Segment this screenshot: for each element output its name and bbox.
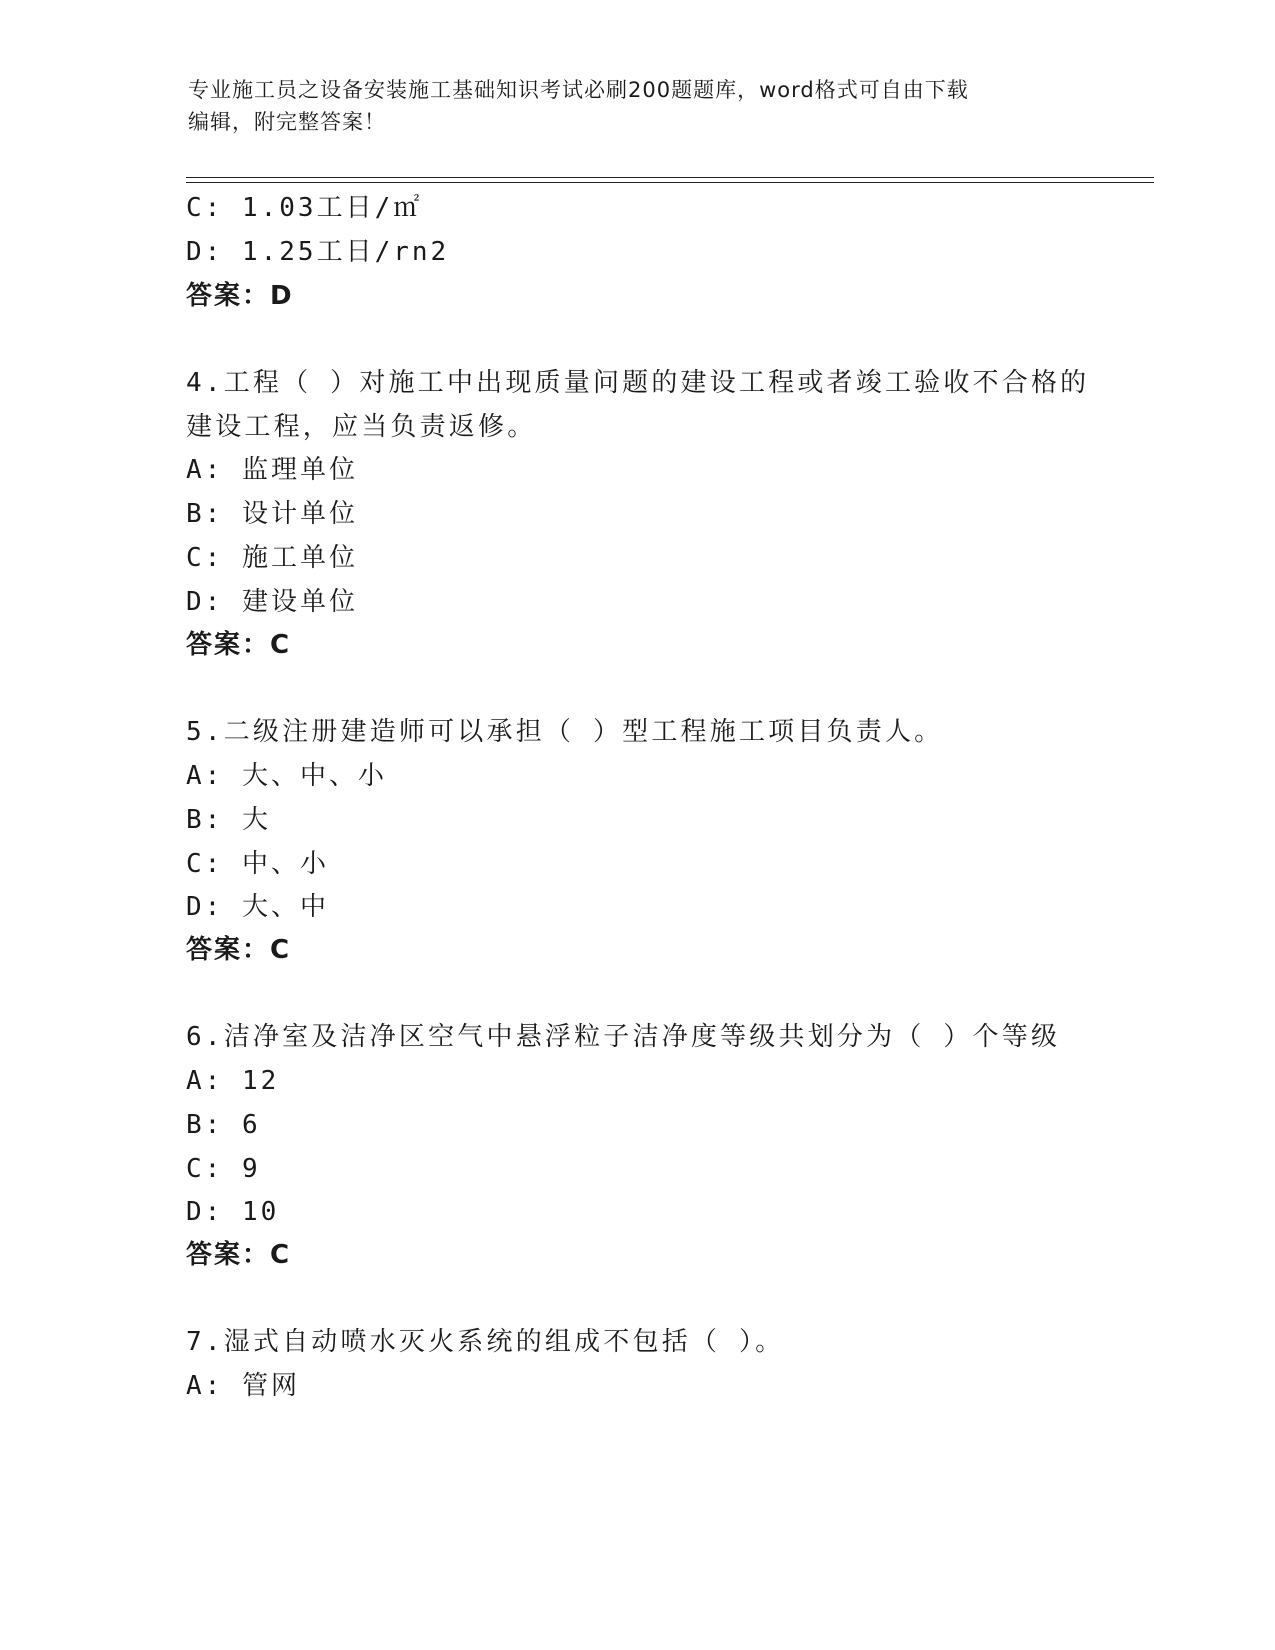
option-line: A: 监理单位 xyxy=(186,455,358,485)
option-line: C: 1.03工日/㎡ xyxy=(186,193,423,223)
question-stem: 4.工程（ ）对施工中出现质量问题的建设工程或者竣工验收不合格的 xyxy=(186,368,1090,398)
option-line: B: 设计单位 xyxy=(186,499,358,529)
header-divider-bottom xyxy=(186,182,1154,183)
answer-line: 答案：C xyxy=(186,935,292,965)
answer-line: 答案：D xyxy=(186,281,294,311)
option-line: D: 大、中 xyxy=(186,892,329,922)
option-line: D: 10 xyxy=(186,1197,280,1227)
option-line: A: 管网 xyxy=(186,1371,300,1401)
answer-line: 答案：C xyxy=(186,630,292,660)
document-header xyxy=(188,74,1068,138)
option-line: B: 大 xyxy=(186,805,271,835)
header-divider-top xyxy=(186,177,1154,178)
option-line: A: 大、中、小 xyxy=(186,761,387,791)
option-line: C: 9 xyxy=(186,1154,261,1184)
question-stem: 5.二级注册建造师可以承担（ ）型工程施工项目负责人。 xyxy=(186,717,944,747)
header-line-2: 编辑，附完整答案！ xyxy=(188,110,386,134)
header-line-1: 专业施工员之设备安装施工基础知识考试必刷200题题库，word格式可自由下载 xyxy=(188,78,969,102)
option-line: C: 施工单位 xyxy=(186,543,358,573)
question-stem: 7.湿式自动喷水灭火系统的组成不包括（ ）。 xyxy=(186,1327,785,1357)
question-stem: 建设工程，应当负责返修。 xyxy=(186,412,537,442)
option-line: D: 1.25工日/rn2 xyxy=(186,237,450,267)
question-stem: 6.洁净室及洁净区空气中悬浮粒子洁净度等级共划分为（ ）个等级 xyxy=(186,1022,1061,1052)
option-line: B: 6 xyxy=(186,1110,261,1140)
option-line: C: 中、小 xyxy=(186,849,329,879)
option-line: D: 建设单位 xyxy=(186,587,358,617)
answer-line: 答案：C xyxy=(186,1240,292,1270)
option-line: A: 12 xyxy=(186,1066,280,1096)
